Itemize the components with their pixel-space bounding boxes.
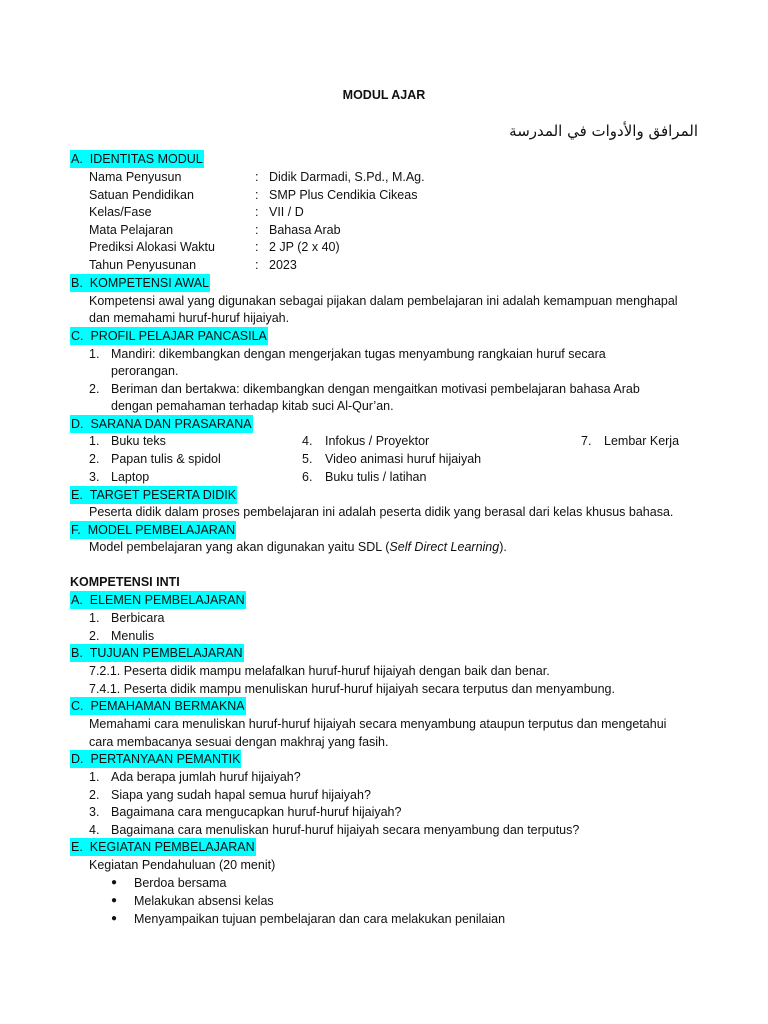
list-item (0, 609, 768, 627)
section-letter: C. (71, 329, 84, 343)
list-number: 2. (89, 382, 100, 396)
section-letter: E. (71, 840, 83, 854)
section-identitas-heading (0, 150, 768, 168)
list-number: 6. (302, 470, 313, 484)
model-text-italic: Self Direct Learning (389, 540, 500, 554)
section-heading-text: ELEMEN PEMBELAJARAN (89, 593, 245, 607)
list-item-continuation (0, 397, 768, 415)
kompetensi-awal-text: Kompetensi awal yang digunakan sebagai pijakan dalam pembelajaran ini adalah kemampuan menghapal (89, 294, 678, 308)
list-text: Buku tulis / latihan (325, 470, 427, 484)
section-heading-text: KEGIATAN PEMBELAJARAN (89, 840, 255, 854)
list-text: Laptop (111, 470, 150, 484)
list-item (0, 627, 768, 645)
kompetensi-awal-text: dan memahami huruf-huruf hijaiyah. (89, 311, 290, 325)
identitas-label: Satuan Pendidikan (89, 188, 194, 202)
identitas-value: VII / D (269, 205, 304, 219)
identitas-label: Kelas/Fase (89, 205, 152, 219)
pemahaman-text: cara membacanya sesuai dengan makhraj yang fasih. (89, 735, 389, 749)
sarana-row (0, 432, 768, 450)
identitas-row (0, 186, 768, 204)
bullet-icon: ● (111, 913, 118, 924)
list-text: Papan tulis & spidol (111, 452, 221, 466)
list-text: Beriman dan bertakwa: dikembangkan dengan mengaitkan motivasi pembelajaran bahasa Arab (111, 382, 640, 396)
list-text: Video animasi huruf hijaiyah (325, 452, 482, 466)
identitas-row (0, 238, 768, 256)
section-heading-text: TARGET PESERTA DIDIK (89, 488, 237, 502)
list-item (0, 821, 768, 839)
list-text: Menulis (111, 629, 155, 643)
list-text: Bagaimana cara mengucapkan huruf-huruf hijaiyah? (111, 805, 402, 819)
section-letter: F. (71, 523, 81, 537)
paragraph-line (0, 538, 768, 556)
list-number: 1. (89, 770, 100, 784)
paragraph-line (0, 715, 768, 733)
identitas-value: 2023 (269, 258, 297, 272)
tujuan-text: 7.2.1. Peserta didik mampu melafalkan huruf-huruf hijaiyah dengan baik dan benar. (89, 664, 550, 678)
paragraph-line (0, 503, 768, 521)
list-item (0, 345, 768, 363)
list-number: 2. (89, 788, 100, 802)
identitas-colon: : (255, 223, 259, 237)
section-heading-text: MODEL PEMBELAJARAN (87, 523, 236, 537)
section-letter: A. (71, 152, 83, 166)
kegiatan-intro: Kegiatan Pendahuluan (20 menit) (89, 858, 276, 872)
section-model-heading (0, 521, 768, 539)
list-text: Siapa yang sudah hapal semua huruf hijaiyah? (111, 788, 371, 802)
section-heading-text: TUJUAN PEMBELAJARAN (89, 646, 243, 660)
section-profil-heading (0, 327, 768, 345)
identitas-value: SMP Plus Cendikia Cikeas (269, 188, 418, 202)
bullet-text: Menyampaikan tujuan pembelajaran dan cara melakukan penilaian (134, 912, 506, 926)
identitas-label: Nama Penyusun (89, 170, 182, 184)
section-letter: B. (71, 276, 83, 290)
list-text: Buku teks (111, 434, 166, 448)
bullet-item (0, 874, 768, 892)
list-text: Berbicara (111, 611, 165, 625)
section-heading-text: PROFIL PELAJAR PANCASILA (90, 329, 267, 343)
list-item (0, 768, 768, 786)
identitas-label: Prediksi Alokasi Waktu (89, 240, 215, 254)
list-number: 7. (581, 434, 592, 448)
identitas-colon: : (255, 170, 259, 184)
identitas-colon: : (255, 240, 259, 254)
section-target-heading (0, 486, 768, 504)
list-item (0, 786, 768, 804)
section-heading-text: PEMAHAMAN BERMAKNA (90, 699, 245, 713)
section-heading-text: IDENTITAS MODUL (89, 152, 203, 166)
section-pemahaman-heading (0, 697, 768, 715)
identitas-value: Bahasa Arab (269, 223, 341, 237)
list-item (0, 380, 768, 398)
section-letter: D. (71, 752, 84, 766)
identitas-row (0, 168, 768, 186)
model-text-before: Model pembelajaran yang akan digunakan yaitu SDL ( (89, 540, 390, 554)
identitas-row (0, 221, 768, 239)
identitas-value: Didik Darmadi, S.Pd., M.Ag. (269, 170, 425, 184)
model-text-after: ). (499, 540, 507, 554)
list-text: Bagaimana cara menuliskan huruf-huruf hijaiyah secara menyambung dan terputus? (111, 823, 580, 837)
section-kegiatan-heading (0, 838, 768, 856)
list-item (0, 803, 768, 821)
list-text: Ada berapa jumlah huruf hijaiyah? (111, 770, 301, 784)
sarana-row (0, 450, 768, 468)
section-elemen-heading (0, 591, 768, 609)
list-number: 4. (89, 823, 100, 837)
section-heading-text: PERTANYAAN PEMANTIK (90, 752, 241, 766)
list-number: 4. (302, 434, 313, 448)
list-number: 1. (89, 611, 100, 625)
list-number: 2. (89, 452, 100, 466)
kompetensi-inti-heading (0, 573, 768, 591)
tujuan-text: 7.4.1. Peserta didik mampu menuliskan huruf-huruf hijaiyah secara terputus dan menyambung. (89, 682, 615, 696)
identitas-colon: : (255, 188, 259, 202)
section-sarana-heading (0, 415, 768, 433)
identitas-row (0, 203, 768, 221)
list-number: 3. (89, 805, 100, 819)
bullet-item (0, 910, 768, 928)
identitas-colon: : (255, 205, 259, 219)
list-number: 1. (89, 347, 100, 361)
paragraph-line (0, 680, 768, 698)
identitas-value: 2 JP (2 x 40) (269, 240, 340, 254)
list-text: Infokus / Proyektor (325, 434, 430, 448)
list-number: 3. (89, 470, 100, 484)
section-pertanyaan-heading (0, 750, 768, 768)
list-text: Mandiri: dikembangkan dengan mengerjakan tugas menyambung rangkaian huruf secara (111, 347, 606, 361)
section-heading-text: KOMPETENSI AWAL (89, 276, 210, 290)
identitas-label: Mata Pelajaran (89, 223, 174, 237)
section-kompetensi-awal-heading (0, 274, 768, 292)
paragraph-line (0, 856, 768, 874)
arabic-title: المرافق والأدوات في المدرسة (509, 122, 698, 140)
paragraph-line (0, 292, 768, 310)
list-text: perorangan. (111, 364, 179, 378)
bullet-item (0, 892, 768, 910)
paragraph-line (0, 309, 768, 327)
list-number: 2. (89, 629, 100, 643)
bullet-icon: ● (111, 877, 118, 888)
section-letter: D. (71, 417, 84, 431)
model-text (89, 538, 507, 556)
sarana-row (0, 468, 768, 486)
bullet-text: Berdoa bersama (134, 876, 227, 890)
paragraph-line (0, 662, 768, 680)
pemahaman-text: Memahami cara menuliskan huruf-huruf hijaiyah secara menyambung ataupun terputus dan mengetahui (89, 717, 667, 731)
list-item-continuation (0, 362, 768, 380)
list-text: Lembar Kerja (604, 434, 680, 448)
document-title: MODUL AJAR (342, 88, 426, 102)
paragraph-line (0, 733, 768, 751)
section-letter: E. (71, 488, 83, 502)
list-number: 5. (302, 452, 313, 466)
section-letter: C. (71, 699, 84, 713)
identitas-label: Tahun Penyusunan (89, 258, 197, 272)
section-letter: A. (71, 593, 83, 607)
kompetensi-inti-title: KOMPETENSI INTI (70, 575, 180, 589)
list-text: dengan pemahaman terhadap kitab suci Al-Qur’an. (111, 399, 394, 413)
section-tujuan-heading (0, 644, 768, 662)
bullet-icon: ● (111, 895, 118, 906)
identitas-colon: : (255, 258, 259, 272)
target-text: Peserta didik dalam proses pembelajaran ini adalah peserta didik yang berasal dari kelas khusus bahasa. (89, 505, 674, 519)
section-heading-text: SARANA DAN PRASARANA (90, 417, 252, 431)
bullet-text: Melakukan absensi kelas (134, 894, 274, 908)
list-number: 1. (89, 434, 100, 448)
identitas-row (0, 256, 768, 274)
section-letter: B. (71, 646, 83, 660)
